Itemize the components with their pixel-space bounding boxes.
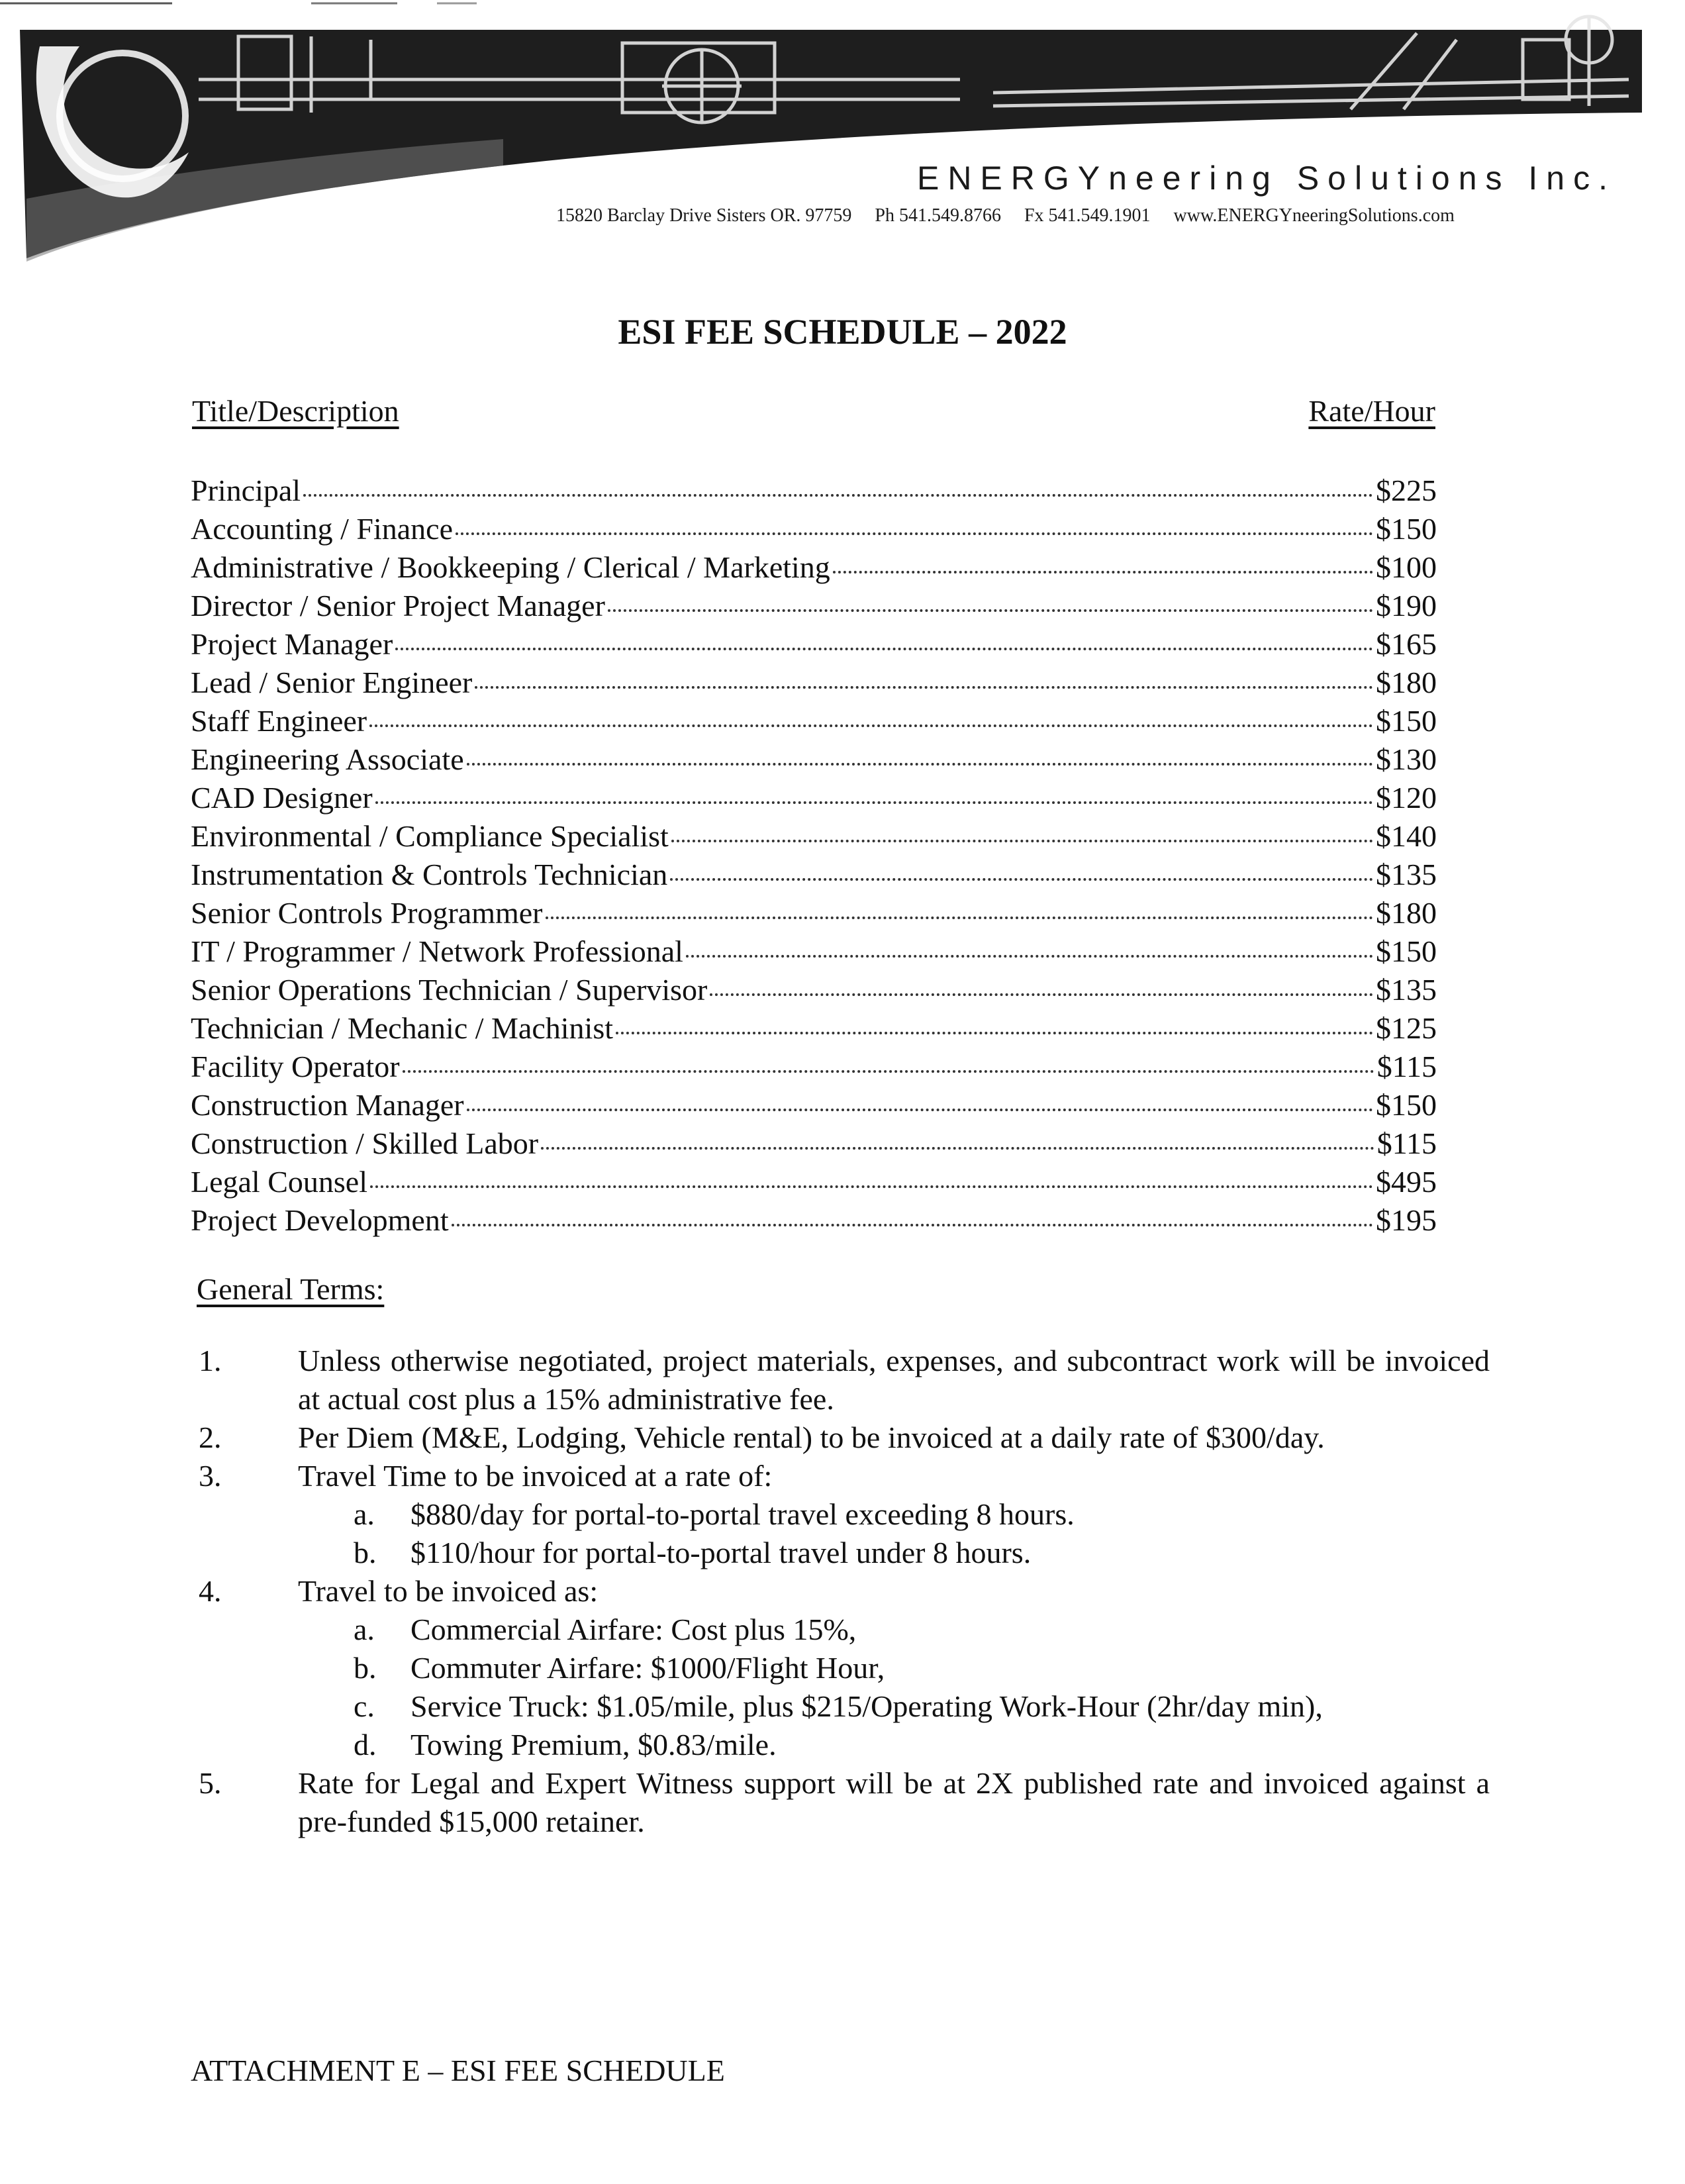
sub-letter: c. <box>354 1689 375 1723</box>
sub-item <box>354 1534 1490 1572</box>
fee-row <box>191 740 1437 779</box>
dot-leader <box>395 648 1373 650</box>
dot-leader <box>670 878 1373 881</box>
term-number: 2. <box>199 1420 222 1454</box>
fee-rate: $130 <box>1376 742 1437 776</box>
document-title: ESI FEE SCHEDULE – 2022 <box>618 312 1067 352</box>
fee-title: CAD Designer <box>191 781 373 815</box>
dot-leader <box>369 724 1373 727</box>
dot-leader <box>686 955 1373 958</box>
sub-letter: d. <box>354 1728 377 1762</box>
fee-rate: $135 <box>1376 973 1437 1007</box>
general-terms-heading: General Terms: <box>197 1272 385 1306</box>
dot-leader <box>370 1185 1373 1188</box>
dot-leader <box>616 1032 1373 1034</box>
dot-leader <box>403 1070 1374 1073</box>
fee-rate: $165 <box>1376 627 1437 661</box>
fee-rate: $150 <box>1376 934 1437 968</box>
dot-leader <box>671 840 1373 842</box>
fee-title: Senior Operations Technician / Supervisor <box>191 973 708 1007</box>
term-number: 3. <box>199 1459 222 1493</box>
sub-text: Service Truck: $1.05/mile, plus $215/Operating Work-Hour (2hr/day min), <box>410 1689 1323 1723</box>
term-item <box>199 1457 1490 1572</box>
fee-row <box>191 971 1437 1009</box>
fee-row <box>191 1201 1437 1240</box>
fee-row <box>191 894 1437 932</box>
fee-rate: $135 <box>1376 858 1437 891</box>
term-text: Travel to be invoiced as: <box>298 1574 599 1608</box>
fee-title: Engineering Associate <box>191 742 464 776</box>
sub-item <box>354 1495 1490 1534</box>
fee-row <box>191 664 1437 702</box>
fee-row <box>191 932 1437 971</box>
column-header-title: Title/Description <box>192 394 399 428</box>
fee-rate: $195 <box>1376 1203 1437 1237</box>
fee-title: Construction / Skilled Labor <box>191 1126 539 1160</box>
letterhead <box>0 0 1685 278</box>
fee-title: Accounting / Finance <box>191 512 454 546</box>
dot-leader <box>303 494 1373 497</box>
fee-row <box>191 702 1437 740</box>
fee-title: IT / Programmer / Network Professional <box>191 934 683 968</box>
dot-leader <box>541 1147 1374 1150</box>
fee-title: Project Manager <box>191 627 393 661</box>
term-item <box>199 1342 1490 1418</box>
dot-leader <box>375 801 1373 804</box>
dot-leader <box>467 1109 1373 1111</box>
sub-item <box>354 1726 1490 1764</box>
column-header-rate: Rate/Hour <box>1308 394 1435 428</box>
dot-leader <box>467 763 1373 766</box>
fee-rate: $150 <box>1376 704 1437 738</box>
fee-rate: $190 <box>1376 589 1437 622</box>
contact-line <box>556 205 1455 226</box>
term-number: 1. <box>199 1344 222 1377</box>
fee-rate: $180 <box>1376 896 1437 930</box>
fee-row <box>191 1124 1437 1163</box>
dot-leader <box>475 686 1373 689</box>
term-number: 5. <box>199 1766 222 1800</box>
general-terms-list <box>199 1342 1490 1841</box>
fee-row <box>191 779 1437 817</box>
term-item <box>199 1572 1490 1764</box>
fee-rate: $150 <box>1376 1088 1437 1122</box>
term-text: Travel Time to be invoiced at a rate of: <box>298 1459 773 1493</box>
dot-leader <box>710 993 1373 996</box>
term-number: 4. <box>199 1574 222 1608</box>
fee-row <box>191 625 1437 664</box>
fee-row <box>191 1009 1437 1048</box>
term-text: Per Diem (M&E, Lodging, Vehicle rental) to be invoiced at a daily rate of $300/day. <box>298 1420 1325 1454</box>
fee-row <box>191 587 1437 625</box>
sub-letter: a. <box>354 1497 375 1531</box>
sub-item <box>354 1649 1490 1687</box>
dot-leader <box>456 532 1373 535</box>
fee-rate: $115 <box>1376 1050 1437 1083</box>
fee-rate: $120 <box>1376 781 1437 815</box>
company-phone: Ph 541.549.8766 <box>875 205 1001 226</box>
letterhead-banner-graphic <box>0 0 1685 278</box>
company-name: ENERGYneering Solutions Inc. <box>916 160 1616 197</box>
sub-text: $880/day for portal-to-portal travel exceeding 8 hours. <box>410 1497 1075 1531</box>
fee-rate: $150 <box>1376 512 1437 546</box>
fee-row <box>191 510 1437 548</box>
sub-letter: b. <box>354 1651 377 1685</box>
term-text: Unless otherwise negotiated, project materials, expenses, and subcontract work will be invoiced at actual cost plus a 15% administrative fee. <box>298 1344 1490 1416</box>
fee-rate: $125 <box>1376 1011 1437 1045</box>
fee-row <box>191 817 1437 856</box>
dot-leader <box>833 571 1373 573</box>
sub-text: Towing Premium, $0.83/mile. <box>410 1728 777 1762</box>
fee-schedule-list <box>191 472 1437 1240</box>
dot-leader <box>608 609 1373 612</box>
fee-title: Staff Engineer <box>191 704 367 738</box>
sub-letter: b. <box>354 1536 377 1569</box>
term-text: Rate for Legal and Expert Witness support will be at 2X published rate and invoiced against a pre-funded $15,000 retainer. <box>298 1766 1490 1838</box>
sub-letter: a. <box>354 1613 375 1646</box>
fee-title: Legal Counsel <box>191 1165 367 1199</box>
fee-rate: $180 <box>1376 666 1437 699</box>
fee-title: Administrative / Bookkeeping / Clerical / Marketing <box>191 550 830 584</box>
fee-rate: $100 <box>1376 550 1437 584</box>
term-item <box>199 1418 1490 1457</box>
fee-row <box>191 472 1437 510</box>
fee-title: Technician / Mechanic / Machinist <box>191 1011 614 1045</box>
sub-item <box>354 1611 1490 1649</box>
dot-leader <box>546 917 1374 919</box>
page-footer: ATTACHMENT E – ESI FEE SCHEDULE <box>191 2054 725 2087</box>
fee-row <box>191 1163 1437 1201</box>
sub-text: $110/hour for portal-to-portal travel under 8 hours. <box>410 1536 1032 1569</box>
fee-row <box>191 1086 1437 1124</box>
sub-text: Commuter Airfare: $1000/Flight Hour, <box>410 1651 885 1685</box>
fee-title: Director / Senior Project Manager <box>191 589 605 622</box>
sub-text: Commercial Airfare: Cost plus 15%, <box>410 1613 857 1646</box>
fee-title: Environmental / Compliance Specialist <box>191 819 669 853</box>
company-address: 15820 Barclay Drive Sisters OR. 97759 <box>556 205 852 226</box>
fee-title: Construction Manager <box>191 1088 464 1122</box>
fee-row <box>191 548 1437 587</box>
fee-row <box>191 1048 1437 1086</box>
fee-title: Senior Controls Programmer <box>191 896 543 930</box>
dot-leader <box>452 1224 1373 1226</box>
fee-rate: $140 <box>1376 819 1437 853</box>
company-website: www.ENERGYneeringSolutions.com <box>1173 205 1455 226</box>
fee-row <box>191 856 1437 894</box>
fee-title: Instrumentation & Controls Technician <box>191 858 668 891</box>
fee-title: Principal <box>191 473 301 507</box>
term-item <box>199 1764 1490 1841</box>
fee-title: Project Development <box>191 1203 449 1237</box>
fee-title: Lead / Senior Engineer <box>191 666 473 699</box>
fee-title: Facility Operator <box>191 1050 400 1083</box>
fee-rate: $225 <box>1376 473 1437 507</box>
fee-rate: $115 <box>1376 1126 1437 1160</box>
fee-rate: $495 <box>1376 1165 1437 1199</box>
company-fax: Fx 541.549.1901 <box>1024 205 1151 226</box>
sub-item <box>354 1687 1490 1726</box>
